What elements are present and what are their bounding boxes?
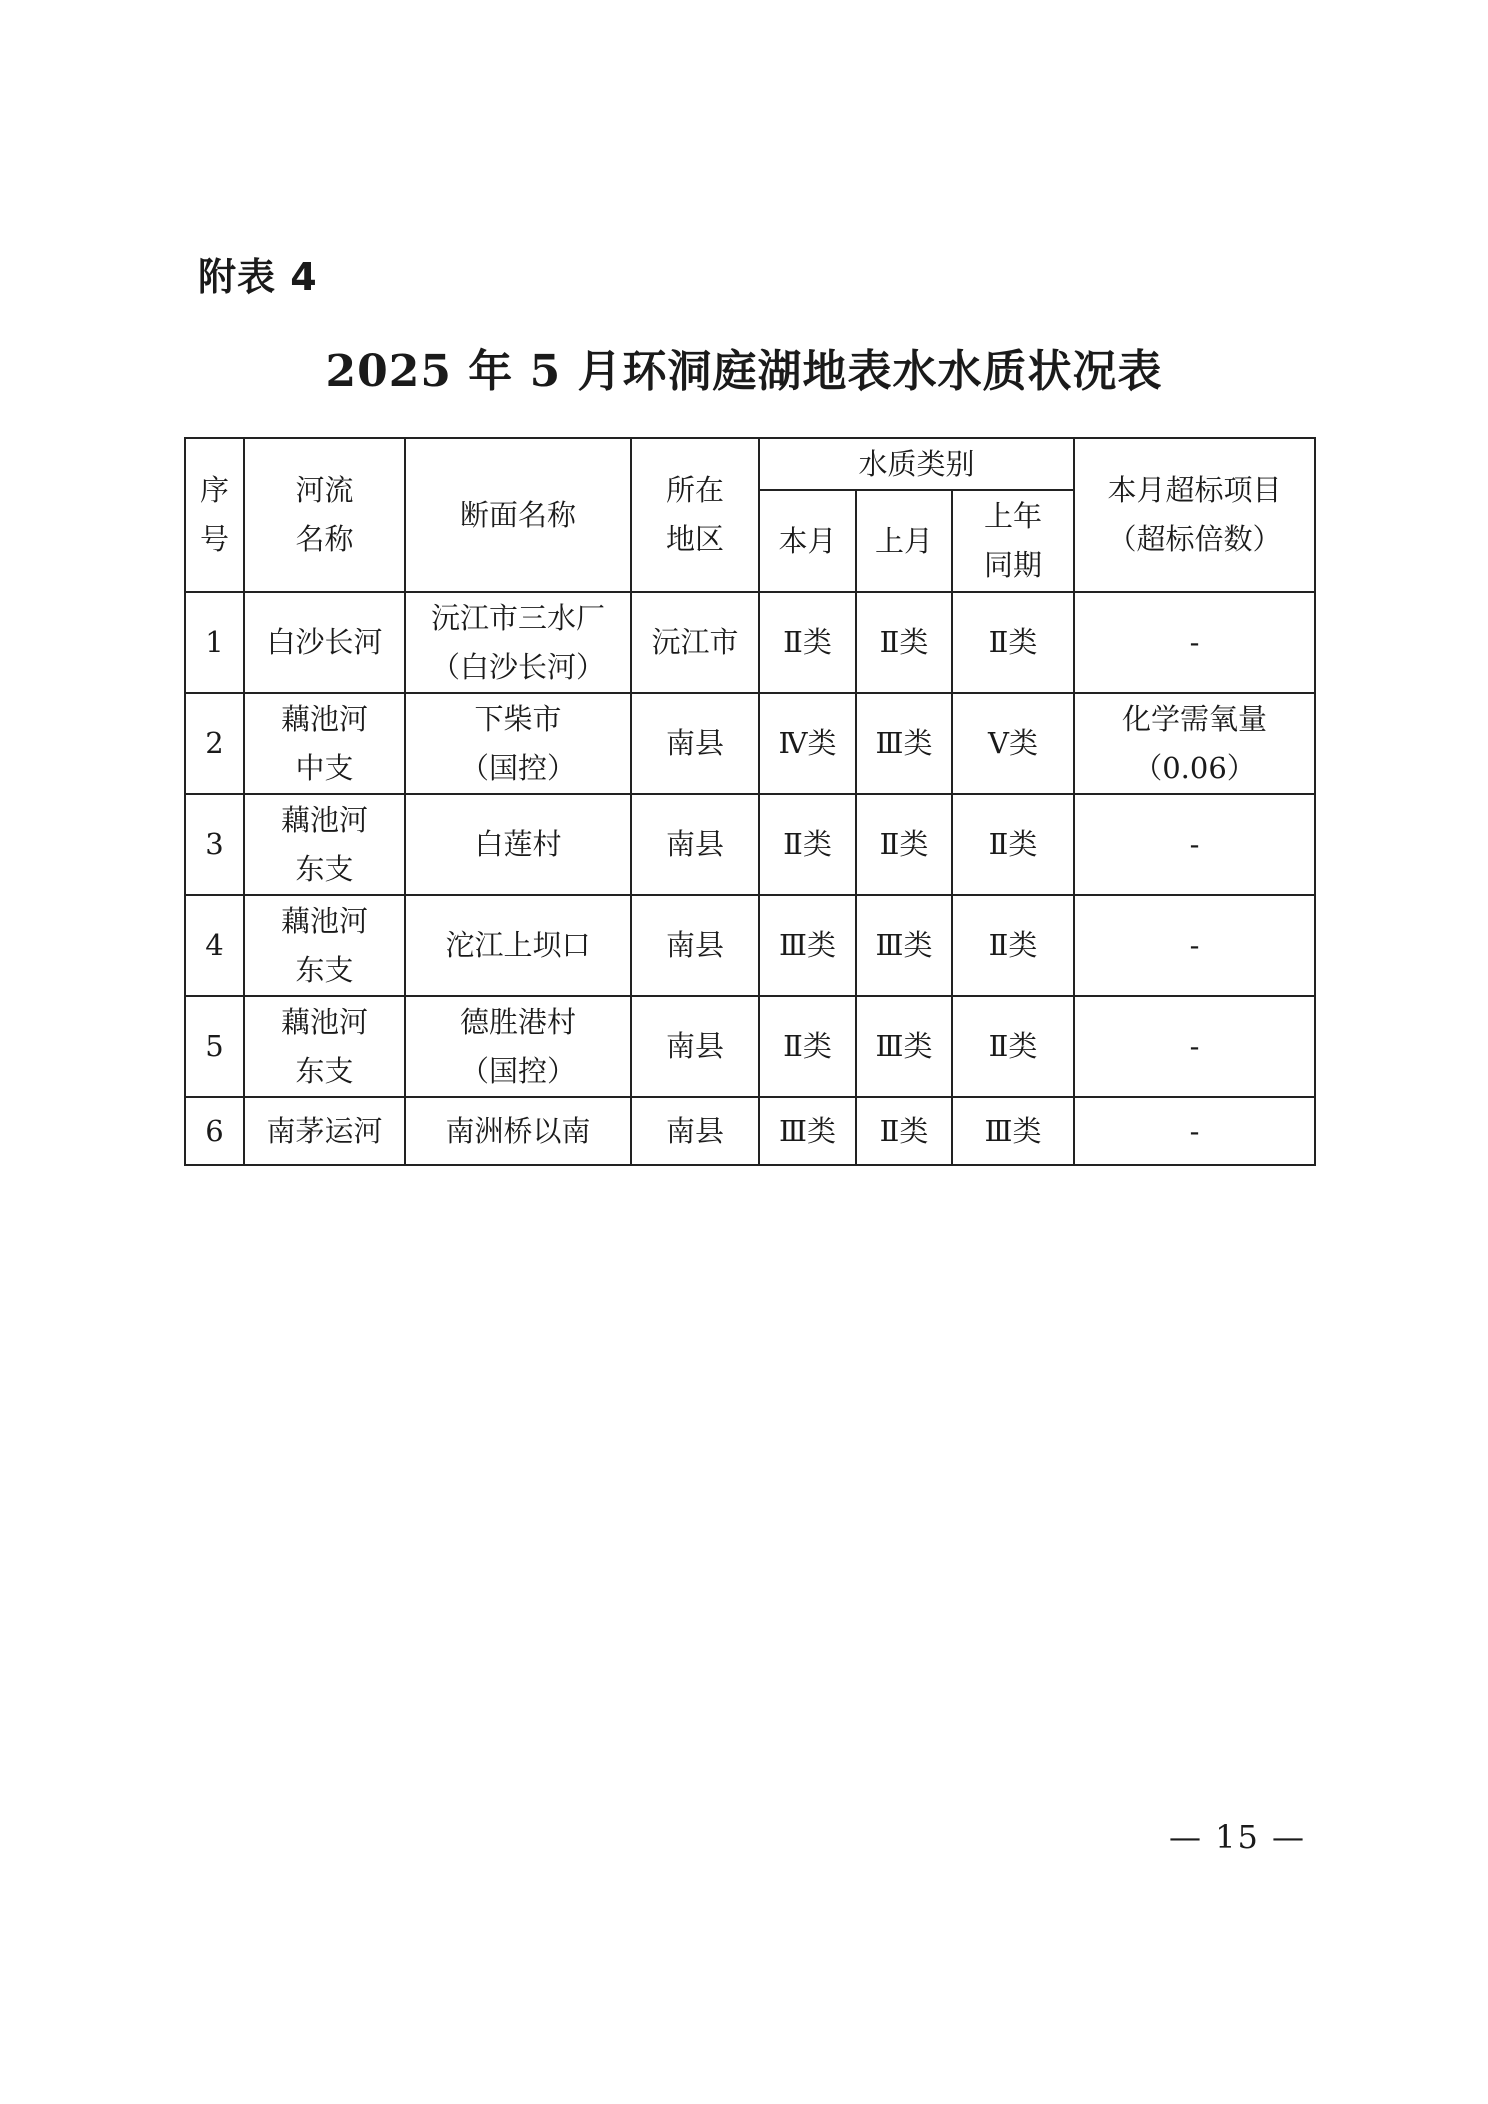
- header-seq-line-2: 号: [199, 522, 229, 556]
- header-quality-group: 水质类别: [759, 438, 1074, 490]
- cell-this-month: Ⅲ类: [759, 895, 856, 996]
- cell-section-line: 白莲村: [474, 827, 562, 861]
- header-seq-line-1: 序: [199, 473, 229, 507]
- cell-section: [405, 794, 631, 895]
- header-river: [244, 438, 405, 592]
- cell-region: 南县: [631, 895, 759, 996]
- cell-exceed: [1074, 794, 1315, 895]
- cell-river-line: 东支: [295, 1053, 354, 1088]
- table-row: [185, 794, 1315, 895]
- header-region-line-1: 所在: [665, 473, 724, 507]
- cell-river: [244, 693, 405, 794]
- cell-section-line: （国控）: [459, 1053, 576, 1088]
- page-title: 2025 年 5 月环洞庭湖地表水水质状况表: [325, 346, 1163, 397]
- header-seq: [185, 438, 244, 592]
- cell-river: [244, 794, 405, 895]
- cell-exceed-line: 化学需氧量: [1122, 701, 1268, 736]
- cell-exceed: [1074, 1097, 1315, 1165]
- cell-river-line: 藕池河: [280, 701, 368, 736]
- table-body: [185, 438, 1315, 1165]
- cell-exceed-line: -: [1189, 928, 1200, 962]
- cell-seq: 1: [185, 592, 244, 693]
- cell-exceed-line: -: [1189, 1113, 1200, 1148]
- cell-section: [405, 895, 631, 996]
- cell-seq: 6: [185, 1097, 244, 1165]
- header-region-line-2: 地区: [665, 522, 724, 556]
- cell-exceed: [1074, 592, 1315, 693]
- cell-last-month: Ⅲ类: [856, 895, 952, 996]
- cell-last-year: Ⅱ类: [952, 794, 1074, 895]
- cell-river-line: 东支: [295, 952, 354, 987]
- header-last-year: [952, 490, 1074, 592]
- cell-section-line: 南洲桥以南: [445, 1113, 591, 1148]
- table-row: [185, 895, 1315, 996]
- cell-this-month: Ⅱ类: [759, 996, 856, 1097]
- cell-last-month: Ⅲ类: [856, 996, 952, 1097]
- cell-region: 南县: [631, 996, 759, 1097]
- cell-section-line: （国控）: [459, 750, 576, 785]
- header-last-month: 上月: [856, 490, 952, 592]
- cell-last-year: Ⅲ类: [952, 1097, 1074, 1165]
- cell-region: 南县: [631, 1097, 759, 1165]
- cell-seq: 5: [185, 996, 244, 1097]
- cell-seq: 4: [185, 895, 244, 996]
- header-exceed: [1074, 438, 1315, 592]
- cell-region: 南县: [631, 693, 759, 794]
- cell-last-month: Ⅲ类: [856, 693, 952, 794]
- cell-river-line: 中支: [295, 750, 354, 785]
- cell-this-month: Ⅳ类: [759, 693, 856, 794]
- cell-section-line: 下柴市: [474, 701, 562, 736]
- cell-last-year: Ⅴ类: [952, 693, 1074, 794]
- cell-section-line: 沱江上坝口: [445, 928, 591, 962]
- cell-last-year: Ⅱ类: [952, 592, 1074, 693]
- cell-exceed-line: -: [1189, 827, 1200, 861]
- header-river-line-2: 名称: [295, 522, 354, 556]
- cell-section-line: （白沙长河）: [430, 649, 605, 684]
- header-this-month: 本月: [759, 490, 856, 592]
- page-number: — 15 —: [1168, 1818, 1306, 1856]
- header-region: [631, 438, 759, 592]
- cell-last-month: Ⅱ类: [856, 592, 952, 693]
- cell-exceed-line: -: [1189, 1029, 1200, 1063]
- cell-exceed-line: -: [1189, 625, 1200, 659]
- header-river-line-1: 河流: [295, 473, 354, 507]
- header-last-year-line-2: 同期: [984, 548, 1043, 582]
- cell-exceed: [1074, 996, 1315, 1097]
- cell-section-line: 德胜港村: [459, 1004, 576, 1039]
- cell-river: [244, 996, 405, 1097]
- header-section: 断面名称: [405, 438, 631, 592]
- cell-river-line: 藕池河: [280, 802, 368, 837]
- cell-region: 沅江市: [631, 592, 759, 693]
- cell-last-month: Ⅱ类: [856, 794, 952, 895]
- cell-this-month: Ⅱ类: [759, 794, 856, 895]
- cell-last-year: Ⅱ类: [952, 996, 1074, 1097]
- cell-section: [405, 996, 631, 1097]
- cell-exceed: [1074, 693, 1315, 794]
- header-exceed-line-2: （超标倍数）: [1107, 522, 1282, 556]
- cell-section: [405, 1097, 631, 1165]
- cell-section-line: 沅江市三水厂: [430, 600, 605, 635]
- header-exceed-line-1: 本月超标项目: [1107, 473, 1282, 507]
- cell-exceed: [1074, 895, 1315, 996]
- cell-exceed-line: （0.06）: [1133, 750, 1256, 785]
- cell-this-month: Ⅱ类: [759, 592, 856, 693]
- cell-section: [405, 693, 631, 794]
- table-row: [185, 996, 1315, 1097]
- cell-river-line: 南茅运河: [266, 1113, 383, 1148]
- cell-seq: 2: [185, 693, 244, 794]
- cell-river-line: 藕池河: [280, 1004, 368, 1039]
- water-quality-table: [184, 437, 1316, 1166]
- cell-river: [244, 592, 405, 693]
- table-row: [185, 693, 1315, 794]
- cell-last-year: Ⅱ类: [952, 895, 1074, 996]
- cell-region: 南县: [631, 794, 759, 895]
- table-row: [185, 592, 1315, 693]
- cell-section: [405, 592, 631, 693]
- cell-this-month: Ⅲ类: [759, 1097, 856, 1165]
- cell-river-line: 藕池河: [280, 903, 368, 938]
- cell-last-month: Ⅱ类: [856, 1097, 952, 1165]
- cell-river-line: 东支: [295, 851, 354, 886]
- cell-river: [244, 895, 405, 996]
- table-row: [185, 1097, 1315, 1165]
- annex-label: 附表 4: [198, 255, 318, 299]
- cell-river-line: 白沙长河: [266, 625, 383, 659]
- cell-river: [244, 1097, 405, 1165]
- header-row-1: [185, 438, 1315, 490]
- header-last-year-line-1: 上年: [984, 499, 1043, 533]
- cell-seq: 3: [185, 794, 244, 895]
